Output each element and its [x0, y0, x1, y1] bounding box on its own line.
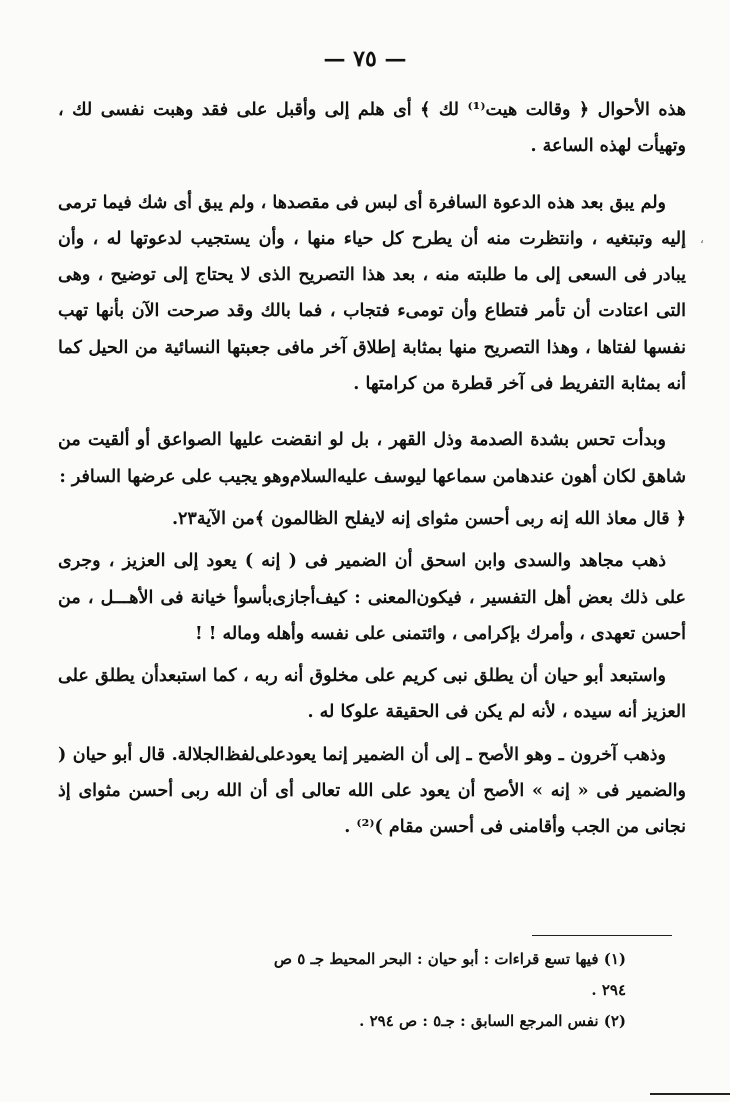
footnotes	[250, 944, 626, 1037]
body-text	[58, 92, 686, 846]
footnote-2: (٢) نفس المرجع السابق : جـ٥ : ص ٢٩٤ .	[359, 1012, 626, 1030]
paragraph-3: وبدأت تحس بشدة الصدمة وذل القهر ، بل لو انقضت عليها الصواعق أو ألقيت من شاهق لكان أهون عندهامن سماعها ليوسف عليه‌السلام‌وهو يجيب على عرضها السافر :	[58, 430, 686, 487]
margin-mark: ،	[700, 232, 704, 246]
paragraph-1: هذه الأحوال ﴿ وقالت هيت⁽¹⁾ لك ﴾ أى هلم إلى وأقبل على فقد وهبت نفسى لك ، وتهيأت لهذه الساعة .	[58, 100, 686, 157]
paragraph-2: ولم يبق بعد هذه الدعوة السافرة أى لبس فى مقصدها ، ولم يبق أى شك فيما ترمى إليه وتبتغيه ، وانتظرت منه أن يطرح كل حياء منها ، وأن يستجيب لدعوتها له ، وأن يبادر فى السعى إلى ما طلبته منه ، بعد هذا التصريح الذى لا يحتاج إلى توضيح ، وهى التى اعتادت أن تأمر فتطاع وأن تومىء فتجاب ، فما بالك وقد صرحت الآن بأنها تهب نفسها لفتاها ، وهذا التصريح منها بمثابة إطلاق آخر مافى جعبتها النسائية من الحيل كما أنه بمثابة التفريط فى آخر قطرة من كرامتها .	[58, 192, 686, 395]
footnote-divider	[532, 935, 672, 936]
page-bottom-rule	[650, 1093, 730, 1095]
quran-verse: ﴿ قال معاذ الله إنه ربى أحسن مثواى إنه لايفلح الظالمون ﴾من الآية٢٣.	[171, 508, 686, 529]
paragraph-5: واستبعد أبو حيان أن يطلق نبى كريم على مخلوق أنه ربه ، كما استبعدأن يطلق على العزيز أنه سيده ، لأنه لم يكن فى الحقيقة علوكا له .	[58, 666, 686, 723]
paragraph-6: وذهب آخرون ـ وهو الأصح ـ إلى أن الضمير إنما يعودعلى‌لفظ‌الجلالة. قال أبو حيان ( والضمير فى « إنه » الأصح أن يعود على الله تعالى أى أن الله ربى أحسن مثواى إذ نجانى من الجب وأقامنى فى أحسن مقام )⁽²⁾ .	[58, 744, 686, 838]
page-number: — ٧٥ —	[323, 46, 407, 72]
paragraph-4: ذهب مجاهد والسدى وابن اسحق أن الضمير فى ( إنه ) يعود إلى العزيز ، وجرى على ذلك بعض أهل التفسير ، فيكون‌المعنى : كيف‌أجازى‌بأسوأ خيانة فى الأهـــل ، من أحسن تعهدى ، وأمرك بإكرامى ، وائتمنى على نفسه وأهله وماله ! !	[58, 551, 686, 644]
footnote-1: (١) فيها تسع قراءات : أبو حيان : البحر المحيط جـ ٥ ص ٢٩٤ .	[273, 950, 626, 999]
